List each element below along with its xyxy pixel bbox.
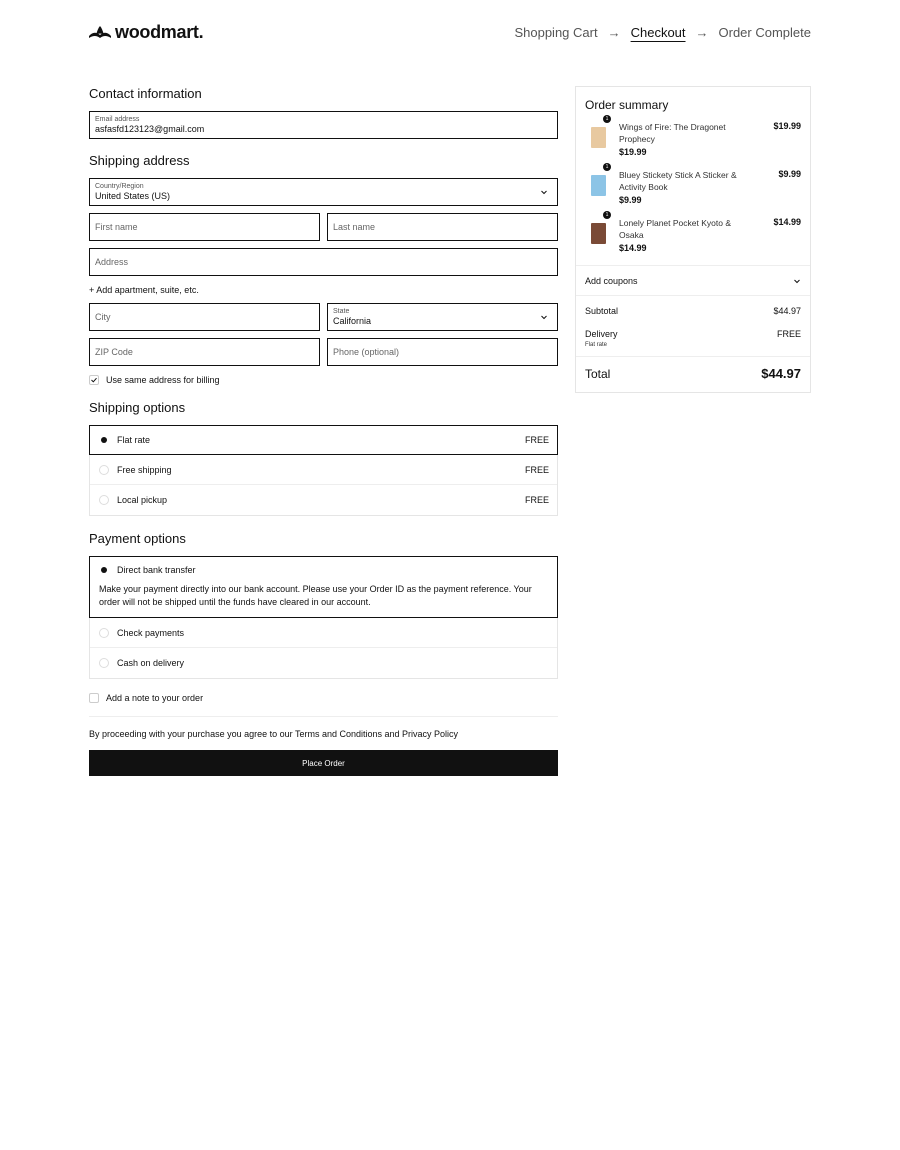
delivery-value: FREE (776, 329, 801, 339)
radio-unselected[interactable] (99, 465, 109, 475)
place-order-button[interactable]: Place Order (89, 750, 558, 776)
shipping-option-label: Flat rate (117, 435, 151, 445)
radio-unselected[interactable] (99, 628, 109, 638)
order-note-checkbox-row[interactable] (89, 693, 558, 703)
delivery-method: Flat rate (585, 342, 608, 348)
email-label: Email address (95, 116, 140, 123)
product-thumbnail[interactable] (585, 116, 611, 153)
last-name-placeholder: Last name (333, 222, 376, 232)
shipping-options-title: Shipping options (89, 400, 186, 415)
state-value: California (333, 316, 372, 326)
chevron-down-icon (540, 313, 548, 321)
shipping-option-label: Free shipping (117, 464, 172, 475)
chevron-down-icon (540, 188, 548, 196)
zip-placeholder: ZIP Code (95, 347, 133, 357)
add-apartment-link[interactable]: + Add apartment, suite, etc. (89, 285, 199, 295)
product-thumbnail[interactable] (585, 212, 611, 249)
totals-block (576, 296, 810, 357)
add-coupons-toggle[interactable] (576, 265, 810, 296)
terms-text: By proceeding with your purchase you agree to our Terms and Conditions and Privacy Policy (89, 729, 459, 739)
payment-option-check[interactable] (90, 618, 557, 648)
shipping-option-free-shipping[interactable] (90, 455, 557, 485)
email-field[interactable] (89, 111, 558, 139)
step-checkout[interactable]: Checkout (630, 25, 686, 40)
first-name-placeholder: First name (95, 222, 138, 232)
state-label: State (333, 308, 350, 315)
payment-option-label: Check payments (117, 627, 185, 638)
product-price: $14.99 (619, 243, 647, 253)
phone-placeholder: Phone (optional) (333, 347, 400, 357)
payment-option-label: Direct bank transfer (117, 565, 196, 575)
delivery-label: Delivery (585, 329, 618, 339)
step-shopping-cart[interactable]: Shopping Cart (514, 25, 598, 40)
logo-text: woodmart. (115, 22, 204, 42)
zip-field[interactable] (89, 338, 320, 366)
order-summary (575, 86, 811, 393)
radio-unselected[interactable] (99, 495, 109, 505)
add-coupons-label: Add coupons (585, 275, 638, 286)
payment-options-group (89, 556, 558, 679)
chevron-down-icon (793, 277, 801, 285)
product-total: $9.99 (778, 169, 801, 179)
phone-field[interactable] (327, 338, 558, 366)
payment-option-cod[interactable] (90, 648, 557, 678)
total-value: $44.97 (761, 366, 801, 381)
total-label: Total (585, 366, 611, 381)
checkmark-icon (90, 376, 98, 384)
book-cover-image (591, 223, 606, 244)
arrow-right-icon: → (607, 25, 621, 40)
shipping-option-local-pickup[interactable] (90, 485, 557, 515)
shipping-options-group (89, 425, 558, 516)
same-billing-checkbox-row[interactable] (89, 375, 558, 385)
shipping-option-label: Local pickup (117, 495, 168, 505)
payment-options-title: Payment options (89, 531, 186, 546)
quantity-badge: 1 (603, 115, 611, 123)
shipping-option-flat-rate[interactable] (89, 425, 558, 455)
address-field[interactable] (89, 248, 558, 276)
divider (89, 716, 558, 717)
email-value[interactable]: asfasfd123123@gmail.com (95, 124, 205, 134)
step-order-complete: Order Complete (718, 25, 811, 40)
first-name-field[interactable] (89, 213, 320, 241)
city-placeholder: City (95, 312, 111, 322)
subtotal-value: $44.97 (773, 306, 801, 316)
quantity-badge: 1 (603, 163, 611, 171)
product-thumbnail[interactable] (585, 164, 611, 201)
radio-selected[interactable] (99, 435, 109, 445)
order-note-label: Add a note to your order (106, 693, 204, 703)
logo-leaf-icon (89, 26, 111, 40)
payment-option-label: Cash on delivery (117, 658, 185, 668)
quantity-badge: 1 (603, 211, 611, 219)
product-total: $19.99 (773, 121, 801, 131)
country-label: Country/Region (95, 183, 144, 190)
product-name[interactable]: Bluey Stickety Stick A Sticker & Activity Book (619, 170, 737, 192)
product-name[interactable]: Lonely Planet Pocket Kyoto & Osaka (619, 218, 731, 240)
same-billing-checkbox[interactable] (89, 375, 99, 385)
order-item (585, 212, 801, 253)
radio-selected[interactable] (99, 565, 109, 575)
book-cover-image (591, 127, 606, 148)
contact-title: Contact information (89, 86, 202, 101)
order-item (585, 116, 801, 157)
product-price: $19.99 (619, 147, 647, 157)
payment-option-bank-transfer[interactable] (89, 556, 558, 618)
delivery-row (585, 329, 801, 339)
total-row (576, 357, 810, 392)
last-name-field[interactable] (327, 213, 558, 241)
address-placeholder: Address (95, 257, 129, 267)
subtotal-row (585, 306, 801, 316)
radio-unselected[interactable] (99, 658, 109, 668)
shipping-option-price: FREE (524, 464, 549, 475)
order-items (576, 116, 810, 253)
logo[interactable] (89, 22, 203, 43)
product-total: $14.99 (773, 217, 801, 227)
order-summary-title: Order summary (585, 98, 669, 112)
same-billing-label: Use same address for billing (106, 375, 220, 385)
product-price: $9.99 (619, 195, 642, 205)
book-cover-image (591, 175, 606, 196)
country-value: United States (US) (95, 191, 171, 201)
country-select[interactable] (89, 178, 558, 206)
product-name[interactable]: Wings of Fire: The Dragonet Prophecy (619, 122, 726, 144)
state-select[interactable] (327, 303, 558, 331)
shipping-option-price: FREE (524, 435, 549, 445)
arrow-right-icon: → (695, 25, 709, 40)
shipping-option-price: FREE (524, 495, 549, 505)
order-item (585, 164, 801, 205)
checkout-form (89, 86, 558, 776)
order-note-checkbox[interactable] (89, 693, 99, 703)
city-field[interactable] (89, 303, 320, 331)
shipping-address-title: Shipping address (89, 153, 190, 168)
payment-description: Make your payment directly into our bank account. Please use your Order ID as the payment reference. Your order will not be shipped until the funds have cleared in our account. (99, 584, 532, 607)
checkout-steps (514, 25, 811, 40)
subtotal-label: Subtotal (585, 306, 619, 316)
